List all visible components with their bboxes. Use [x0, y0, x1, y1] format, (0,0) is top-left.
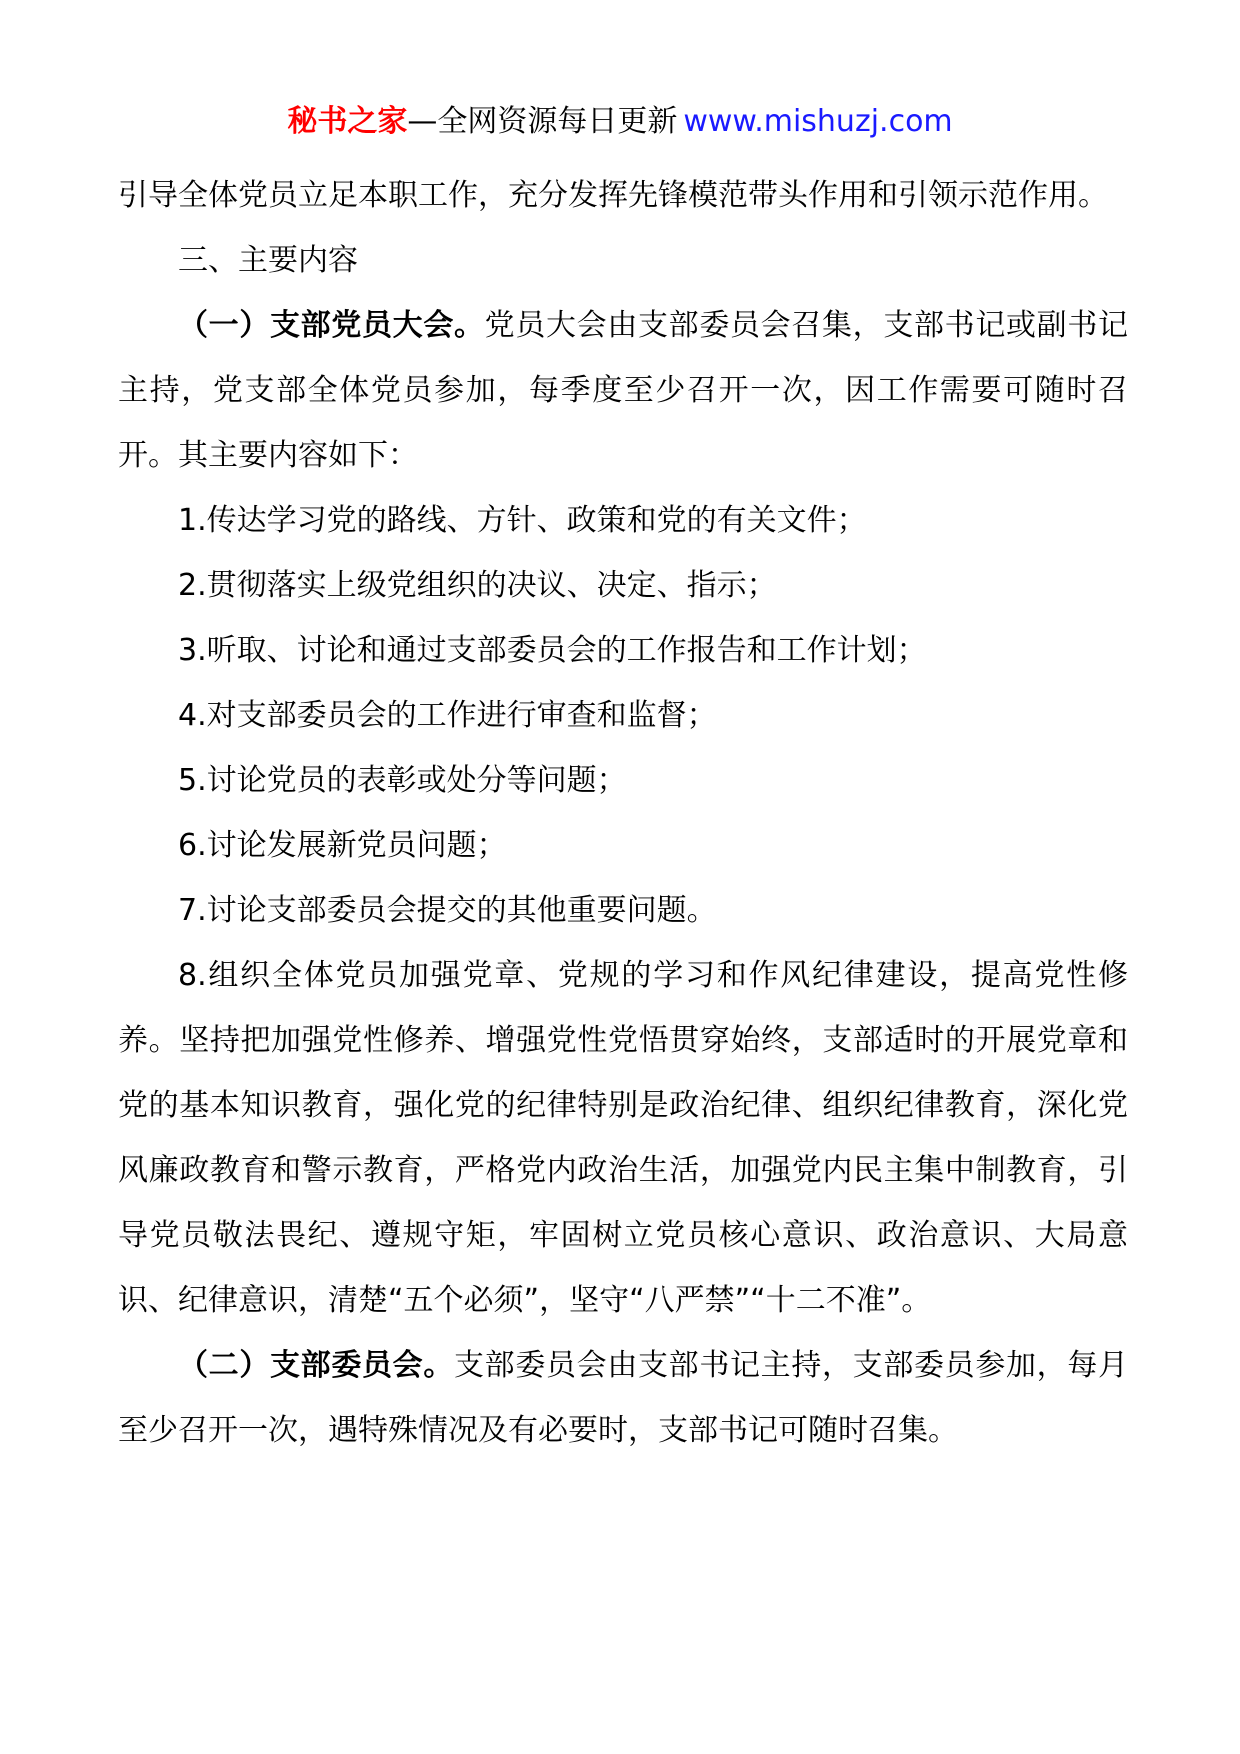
header-slogan: —全网资源每日更新	[407, 104, 678, 139]
section-heading: 三、主要内容	[178, 243, 358, 278]
header-url-link[interactable]: www.mishuzj.com	[683, 104, 953, 139]
paragraph-intro: 引导全体党员立足本职工作，充分发挥先锋模范带头作用和引领示范作用。	[118, 178, 1108, 213]
list-item: 2.贯彻落实上级党组织的决议、决定、指示；	[178, 568, 777, 603]
list-item: 7.讨论支部委员会提交的其他重要问题。	[178, 893, 717, 928]
paragraph-party-meeting	[118, 293, 1128, 488]
header-brand: 秘书之家	[287, 104, 408, 139]
paragraph-committee-meeting	[118, 1333, 1128, 1463]
list-item: 1.传达学习党的路线、方针、政策和党的有关文件；	[178, 503, 867, 538]
paragraph-committee-meeting-text: 支部委员会由支部书记主持，支部委员参加，每月至少召开一次，遇特殊情况及有必要时，支部书记可随时召集。	[118, 1348, 1128, 1448]
list-item: 8.组织全体党员加强党章、党规的学习和作风纪律建设，提高党性修养。坚持把加强党性修养、增强党性党悟贯穿始终，支部适时的开展党章和党的基本知识教育，强化党的纪律特别是政治纪律、组织纪律教育，深化党风廉政教育和警示教育，严格党内政治生活，加强党内民主集中制教育，引导党员敬法畏纪、遵规守矩，牢固树立党员核心意识、政治意识、大局意识、纪律意识，清楚“五个必须”，坚守“八严禁”“十二不准”。	[118, 958, 1128, 1318]
paragraph-party-meeting-text: 党员大会由支部委员会召集，支部书记或副书记主持，党支部全体党员参加，每季度至少召开一次，因工作需要可随时召开。其主要内容如下：	[118, 308, 1129, 473]
list-item: 4.对支部委员会的工作进行审查和监督；	[178, 698, 717, 733]
list-item: 5.讨论党员的表彰或处分等问题；	[178, 763, 627, 798]
list-item: 3.听取、讨论和通过支部委员会的工作报告和工作计划；	[178, 633, 927, 668]
subsection-heading-committee-meeting: （二）支部委员会。	[178, 1348, 454, 1383]
document-body	[118, 163, 1128, 1463]
list-item: 6.讨论发展新党员问题；	[178, 828, 507, 863]
page-header	[0, 102, 1240, 142]
subsection-heading-party-meeting: （一）支部党员大会。	[178, 308, 485, 343]
